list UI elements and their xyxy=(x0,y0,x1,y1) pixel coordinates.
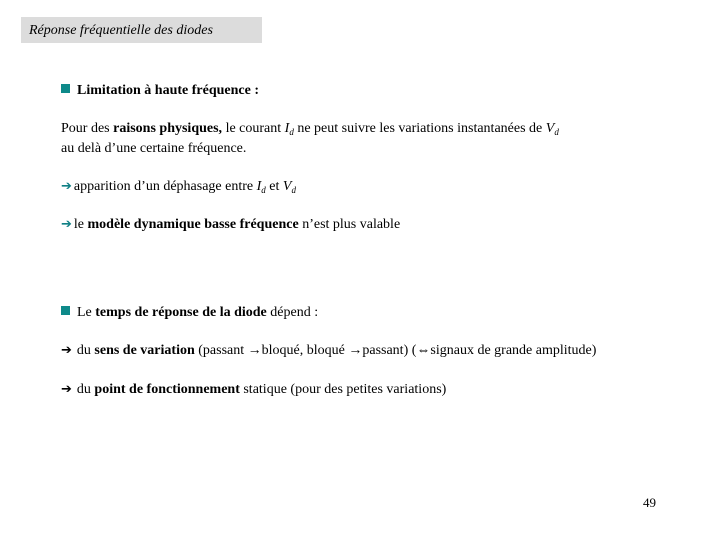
bullet1-voltage-subscript: d xyxy=(291,185,296,195)
s2-bullet1-e: passant) ( xyxy=(362,343,417,358)
section2-heading-c: dépend : xyxy=(266,305,319,320)
right-arrow-icon: → xyxy=(348,343,363,358)
current-symbol: I xyxy=(284,121,290,136)
bullet1-current-symbol: I xyxy=(256,179,262,194)
section1-bullet1 xyxy=(61,179,296,198)
section1-heading xyxy=(61,83,259,99)
bullet1-text-b: et xyxy=(265,179,283,194)
right-arrow-bullet-icon: ➔ xyxy=(61,343,72,358)
s2-bullet1-bold: sens de variation xyxy=(94,343,195,358)
bullet1-text-a: apparition d’un déphasage entre xyxy=(73,179,257,194)
bullet1-current-subscript: d xyxy=(261,185,266,195)
right-arrow-bullet-icon: ➔ xyxy=(61,179,72,194)
section2-heading xyxy=(61,305,318,321)
section2-bullet2 xyxy=(61,382,446,398)
para-text-c: le courant xyxy=(222,121,285,136)
slide-title: Réponse fréquentielle des diodes xyxy=(21,17,262,43)
s2-bullet1-d: bloqué, bloqué xyxy=(261,343,349,358)
bullet2-text-c: n’est plus valable xyxy=(298,217,401,232)
voltage-subscript: d xyxy=(554,127,559,137)
bullet1-voltage-symbol: V xyxy=(282,179,292,194)
s2-bullet1-f: signaux de grande amplitude) xyxy=(430,343,597,358)
section1-paragraph-line1 xyxy=(61,121,559,140)
left-right-double-arrow-icon: ⇔ xyxy=(416,343,431,358)
section2-heading-bold: temps de réponse de la diode xyxy=(95,305,267,320)
para-text-a: Pour des xyxy=(61,121,114,136)
s2-bullet1-a: du xyxy=(76,343,95,358)
para-text-d: ne peut suivre les variations instantanées de xyxy=(293,121,546,136)
bullet2-text-a: le xyxy=(73,217,88,232)
page-number: 49 xyxy=(643,495,656,510)
section1-paragraph-line2: au delà d’une certaine fréquence. xyxy=(61,141,247,156)
section1-heading-text: Limitation à haute fréquence : xyxy=(77,83,259,98)
right-arrow-bullet-icon: ➔ xyxy=(61,382,72,397)
right-arrow-bullet-icon: ➔ xyxy=(61,217,72,232)
voltage-symbol: V xyxy=(545,121,555,136)
s2-bullet2-c: statique (pour des petites variations) xyxy=(239,382,447,397)
current-subscript: d xyxy=(289,127,294,137)
section2-bullet1 xyxy=(61,343,596,359)
para-bold-physical: raisons physiques, xyxy=(113,121,223,136)
section2-heading-a: Le xyxy=(77,305,96,320)
s2-bullet2-bold: point de fonctionnement xyxy=(94,382,240,397)
square-bullet-icon xyxy=(61,306,70,315)
s2-bullet2-a: du xyxy=(76,382,95,397)
square-bullet-icon xyxy=(61,84,70,93)
bullet2-bold-model: modèle dynamique basse fréquence xyxy=(87,217,299,232)
s2-bullet1-c: (passant xyxy=(194,343,248,358)
right-arrow-icon: → xyxy=(247,343,262,358)
section1-bullet2 xyxy=(61,217,400,233)
